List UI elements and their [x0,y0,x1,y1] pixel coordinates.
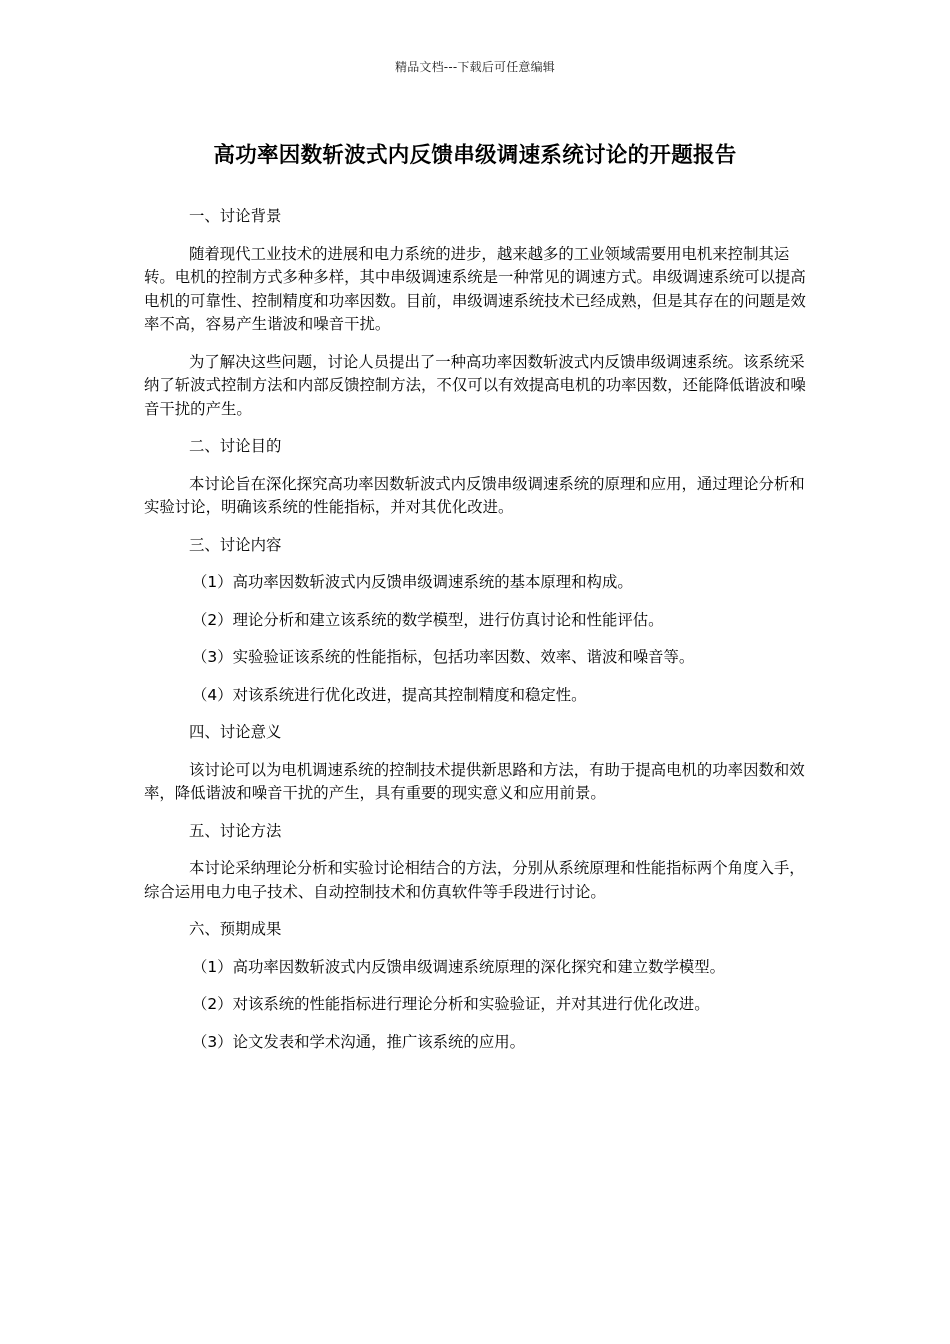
section-heading: 六、预期成果 [189,920,282,938]
section-expected-results [144,918,812,1054]
document-title: 高功率因数斩波式内反馈串级调速系统讨论的开题报告 [213,143,737,168]
paragraph: 本讨论旨在深化探究高功率因数斩波式内反馈串级调速系统的原理和应用，通过理论分析和实验讨论，明确该系统的性能指标，并对其优化改进。 [144,474,805,516]
section-heading: 五、讨论方法 [189,821,282,840]
paragraph: 为了解决这些问题，讨论人员提出了一种高功率因数斩波式内反馈串级调速系统。该系统采纳了斩波式控制方法和内部反馈控制方法，不仅可以有效提高电机的功率因数，还能降低谐波和噪音干扰的产生。 [144,352,806,418]
paragraph: 该讨论可以为电机调速系统的控制技术提供新思路和方法，有助于提高电机的功率因数和效率，降低谐波和噪音干扰的产生，具有重要的现实意义和应用前景。 [144,760,805,802]
section-purpose [144,435,812,520]
section-heading: 一、讨论背景 [189,207,282,225]
paragraph: 随着现代工业技术的进展和电力系统的进步，越来越多的工业领域需要用电机来控制其运转。电机的控制方式多种多样，其中串级调速系统是一种常见的调速方式。串级调速系统可以提高电机的可靠性、控制精度和功率因数。目前，串级调速系统技术已经成熟，但是其存在的问题是效率不高，容易产生谐波和噪音干扰。 [144,244,806,333]
header-note: 精品文档---下载后可任意编辑 [395,60,555,74]
section-heading: 三、讨论内容 [189,535,282,554]
list-item: （1）高功率因数斩波式内反馈串级调速系统原理的深化探究和建立数学模型。 [192,957,726,976]
section-content [144,534,812,708]
section-significance [144,721,812,806]
list-item: （2）理论分析和建立该系统的数学模型，进行仿真讨论和性能评估。 [192,610,664,629]
list-item: （3）论文发表和学术沟通，推广该系统的应用。 [192,1032,525,1051]
section-method [144,820,812,905]
list-item: （3）实验验证该系统的性能指标，包括功率因数、效率、谐波和噪音等。 [192,648,695,666]
section-background [144,205,812,421]
paragraph: 本讨论采纳理论分析和实验讨论相结合的方法，分别从系统原理和性能指标两个角度入手，综合运用电力电子技术、自动控制技术和仿真软件等手段进行讨论。 [144,859,805,901]
section-heading: 四、讨论意义 [189,723,282,741]
list-item: （1）高功率因数斩波式内反馈串级调速系统的基本原理和构成。 [192,573,633,591]
document-body [144,205,812,1068]
section-heading: 二、讨论目的 [189,437,282,455]
list-item: （2）对该系统的性能指标进行理论分析和实验验证，并对其进行优化改进。 [192,995,710,1013]
list-item: （4）对该系统进行优化改进，提高其控制精度和稳定性。 [192,685,587,704]
